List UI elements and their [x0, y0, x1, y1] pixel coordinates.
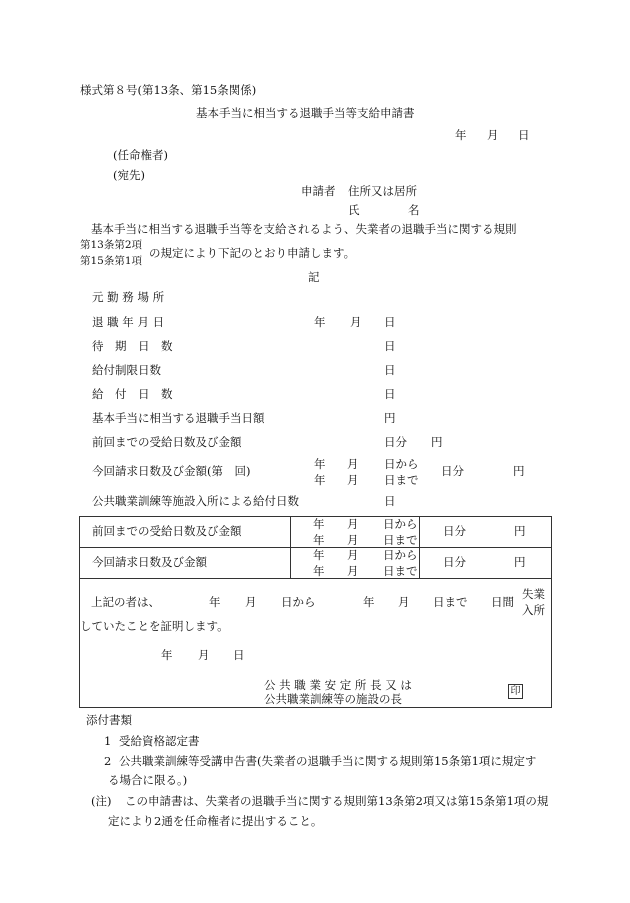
body-line-1: 基本手当に相当する退職手当等を支給されるよう、失業者の退職手当に関する規則	[91, 222, 517, 236]
authority-label: (任命権者)	[113, 148, 168, 162]
unit-days: 日分	[441, 464, 464, 478]
unit-until: 日まで	[433, 595, 468, 609]
date-day-label: 日	[518, 128, 530, 142]
cert-days-label: 日間	[491, 595, 514, 609]
ki-label: 記	[308, 270, 320, 284]
office-line-1: 公 共 職 業 安 定 所 長 又 は	[264, 678, 412, 692]
item-current-claim: 今回請求日数及び金額(第 回)	[92, 464, 251, 478]
cert-side-1: 失業	[522, 587, 545, 601]
unit-year: 年	[313, 564, 325, 578]
cert-text-2: していたことを証明します。	[80, 619, 229, 633]
unit-year: 年	[313, 517, 325, 531]
unit-day: 日	[384, 363, 396, 377]
unit-from: 日から	[384, 457, 419, 471]
address-label: 住所又は居所	[348, 184, 417, 198]
unit-yen: 円	[431, 435, 443, 449]
unit-year: 年	[314, 457, 326, 471]
unit-yen: 円	[514, 555, 526, 569]
item-waiting-days: 待 期 日 数	[92, 339, 173, 353]
unit-year: 年	[314, 473, 326, 487]
attachments-heading: 添付書類	[86, 713, 132, 727]
note-line-2: 定により2通を任命権者に提出すること。	[108, 814, 323, 828]
item-retire-date: 退 職 年 月 日	[92, 315, 165, 329]
addressee-label: (宛先)	[113, 168, 145, 182]
unit-month: 月	[347, 564, 359, 578]
unit-until: 日まで	[383, 533, 418, 547]
unit-month: 月	[347, 473, 359, 487]
unit-day: 日	[233, 648, 245, 662]
unit-month: 月	[198, 648, 210, 662]
form-title: 基本手当に相当する退職手当等支給申請書	[196, 106, 415, 120]
unit-year: 年	[209, 595, 221, 609]
unit-day: 日	[384, 339, 396, 353]
attachment-2-line-1: 公共職業訓練等受講申告書(失業者の退職手当に関する規則第15条第1項に規定す	[119, 754, 537, 768]
item-benefit-days: 給 付 日 数	[92, 387, 173, 401]
unit-day: 日	[384, 494, 396, 508]
unit-yen: 円	[384, 411, 396, 425]
table-divider	[79, 578, 551, 579]
date-month-label: 月	[487, 128, 499, 142]
attachment-2-line-2: る場合に限る。)	[108, 773, 188, 787]
unit-month: 月	[347, 517, 359, 531]
item-prev-received: 前回までの受給日数及び金額	[92, 435, 242, 449]
unit-month: 月	[347, 533, 359, 547]
unit-month: 月	[350, 315, 362, 329]
name-label-1: 氏	[348, 203, 360, 217]
rule-ref-2: 第15条第1項	[80, 255, 143, 267]
item-daily-amount: 基本手当に相当する退職手当日額	[92, 411, 265, 425]
unit-year: 年	[363, 595, 375, 609]
unit-yen: 円	[514, 524, 526, 538]
unit-month: 月	[347, 457, 359, 471]
table-row1-label: 前回までの受給日数及び金額	[92, 524, 242, 538]
rule-ref-1: 第13条第2項	[80, 239, 143, 251]
body-line-2: の規定により下記のとおり申請します。	[149, 246, 356, 260]
unit-from: 日から	[281, 595, 316, 609]
cert-text-1: 上記の者は、	[91, 595, 160, 609]
unit-month: 月	[245, 595, 257, 609]
unit-from: 日から	[383, 548, 418, 562]
unit-year: 年	[313, 548, 325, 562]
unit-days: 日分	[384, 435, 407, 449]
unit-year: 年	[161, 648, 173, 662]
attachment-1-number: 1	[104, 734, 112, 748]
unit-day: 日	[384, 387, 396, 401]
date-year-label: 年	[455, 128, 467, 142]
unit-from: 日から	[383, 517, 418, 531]
applicant-label: 申請者	[301, 184, 336, 198]
item-limit-days: 給付制限日数	[92, 363, 161, 377]
table-divider	[290, 516, 291, 578]
unit-year: 年	[314, 315, 326, 329]
item-workplace: 元 勤 務 場 所	[92, 290, 165, 304]
item-training-days: 公共職業訓練等施設入所による給付日数	[92, 494, 299, 508]
unit-day: 日	[384, 315, 396, 329]
unit-month: 月	[347, 548, 359, 562]
unit-until: 日まで	[383, 564, 418, 578]
table-divider	[419, 516, 420, 578]
unit-until: 日まで	[384, 473, 419, 487]
table-row2-label: 今回請求日数及び金額	[92, 555, 207, 569]
note-line-1: この申請書は、失業者の退職手当に関する規則第13条第2項又は第15条第1項の規	[125, 794, 549, 808]
unit-days: 日分	[443, 524, 466, 538]
note-label: (注)	[91, 794, 112, 808]
attachment-2-number: 2	[104, 754, 112, 768]
attachment-1-text: 受給資格認定書	[119, 734, 200, 748]
unit-days: 日分	[443, 555, 466, 569]
seal-mark: 印	[508, 684, 523, 699]
unit-year: 年	[313, 533, 325, 547]
unit-month: 月	[398, 595, 410, 609]
unit-yen: 円	[513, 464, 525, 478]
form-number: 様式第８号(第13条、第15条関係)	[80, 83, 257, 97]
cert-side-2: 入所	[522, 603, 545, 617]
office-line-2: 公共職業訓練等の施設の長	[264, 692, 402, 706]
name-label-2: 名	[408, 203, 420, 217]
